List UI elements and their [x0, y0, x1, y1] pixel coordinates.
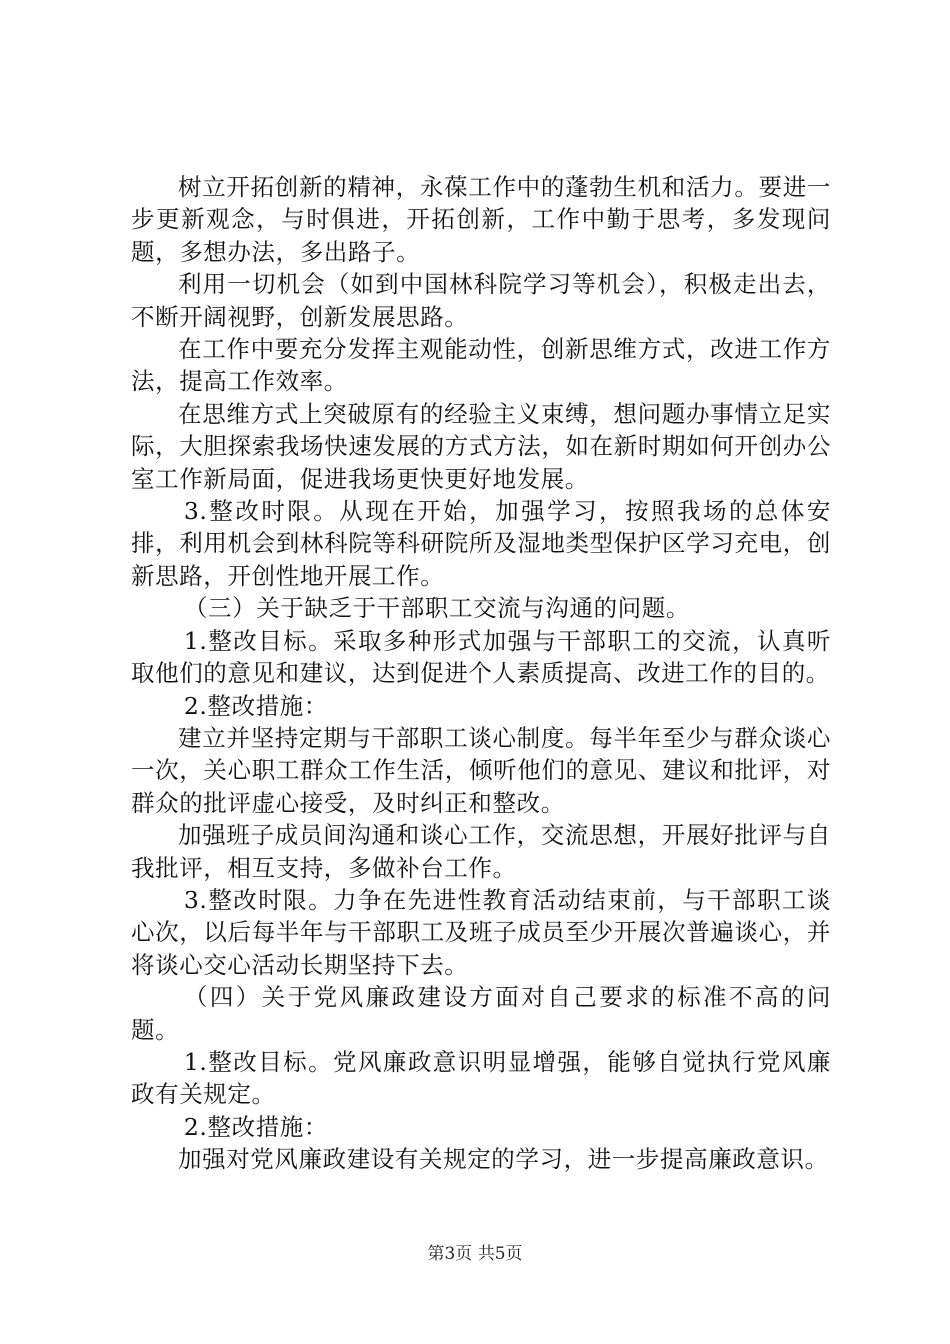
section-heading: （三）关于缺乏于干部职工交流与沟通的问题。 [183, 594, 690, 623]
paragraph: 加强班子成员间沟通和谈心工作，交流思想，开展好批评与自我批评，相互支持，多做补台工作。 [131, 821, 831, 882]
paragraph-numbered: 1.整改目标。采取多种形式加强与干部职工的交流，认真听取他们的意见和建议，达到促进个人素质提高、改进工作的目的。 [131, 626, 831, 688]
document-body [131, 171, 831, 1176]
page-footer [0, 1243, 950, 1265]
page-number: 第3页 共5页 [427, 1244, 523, 1264]
paragraph: 建立并坚持定期与干部职工谈心制度。每半年至少与群众谈心一次，关心职工群众工作生活，倾听他们的意见、建议和批评，对群众的批评虚心接受，及时纠正和整改。 [131, 723, 831, 817]
section-heading: （四）关于党风廉政建设方面对自己要求的标准不高的问题。 [131, 983, 831, 1044]
paragraph-numbered: 3.整改时限。从现在开始，加强学习，按照我场的总体安排，利用机会到林科院等科研院所及湿地类型保护区学习充电，创新思路，开创性地开展工作。 [131, 497, 831, 590]
paragraph-numbered: 3.整改时限。力争在先进性教育活动结束前，与干部职工谈心次，以后每半年与干部职工及班子成员至少开展次普遍谈心，并将谈心交心活动长期坚持下去。 [131, 885, 831, 979]
paragraph: 树立开拓创新的精神，永葆工作中的蓬勃生机和活力。要进一步更新观念，与时俱进，开拓创新，工作中勤于思考，多发现问题，多想办法，多出路子。 [131, 173, 831, 266]
paragraph: 加强对党风廉政建设有关规定的学习，进一步提高廉政意识。 [178, 1145, 829, 1174]
paragraph-numbered: 1.整改目标。党风廉政意识明显增强，能够自觉执行党风廉政有关规定。 [131, 1047, 831, 1109]
paragraph-numbered: 2.整改措施： [183, 691, 328, 720]
paragraph: 在思维方式上突破原有的经验主义束缚，想问题办事情立足实际，大胆探索我场快速发展的方式方法，如在新时期如何开创办公室工作新局面，促进我场更快更好地发展。 [131, 399, 831, 493]
paragraph: 利用一切机会（如到中国林科院学习等机会），积极走出去，不断开阔视野，创新发展思路。 [131, 270, 831, 331]
paragraph: 在工作中要充分发挥主观能动性，创新思维方式，改进工作方法，提高工作效率。 [131, 335, 831, 396]
paragraph-numbered: 2.整改措施： [183, 1112, 328, 1141]
